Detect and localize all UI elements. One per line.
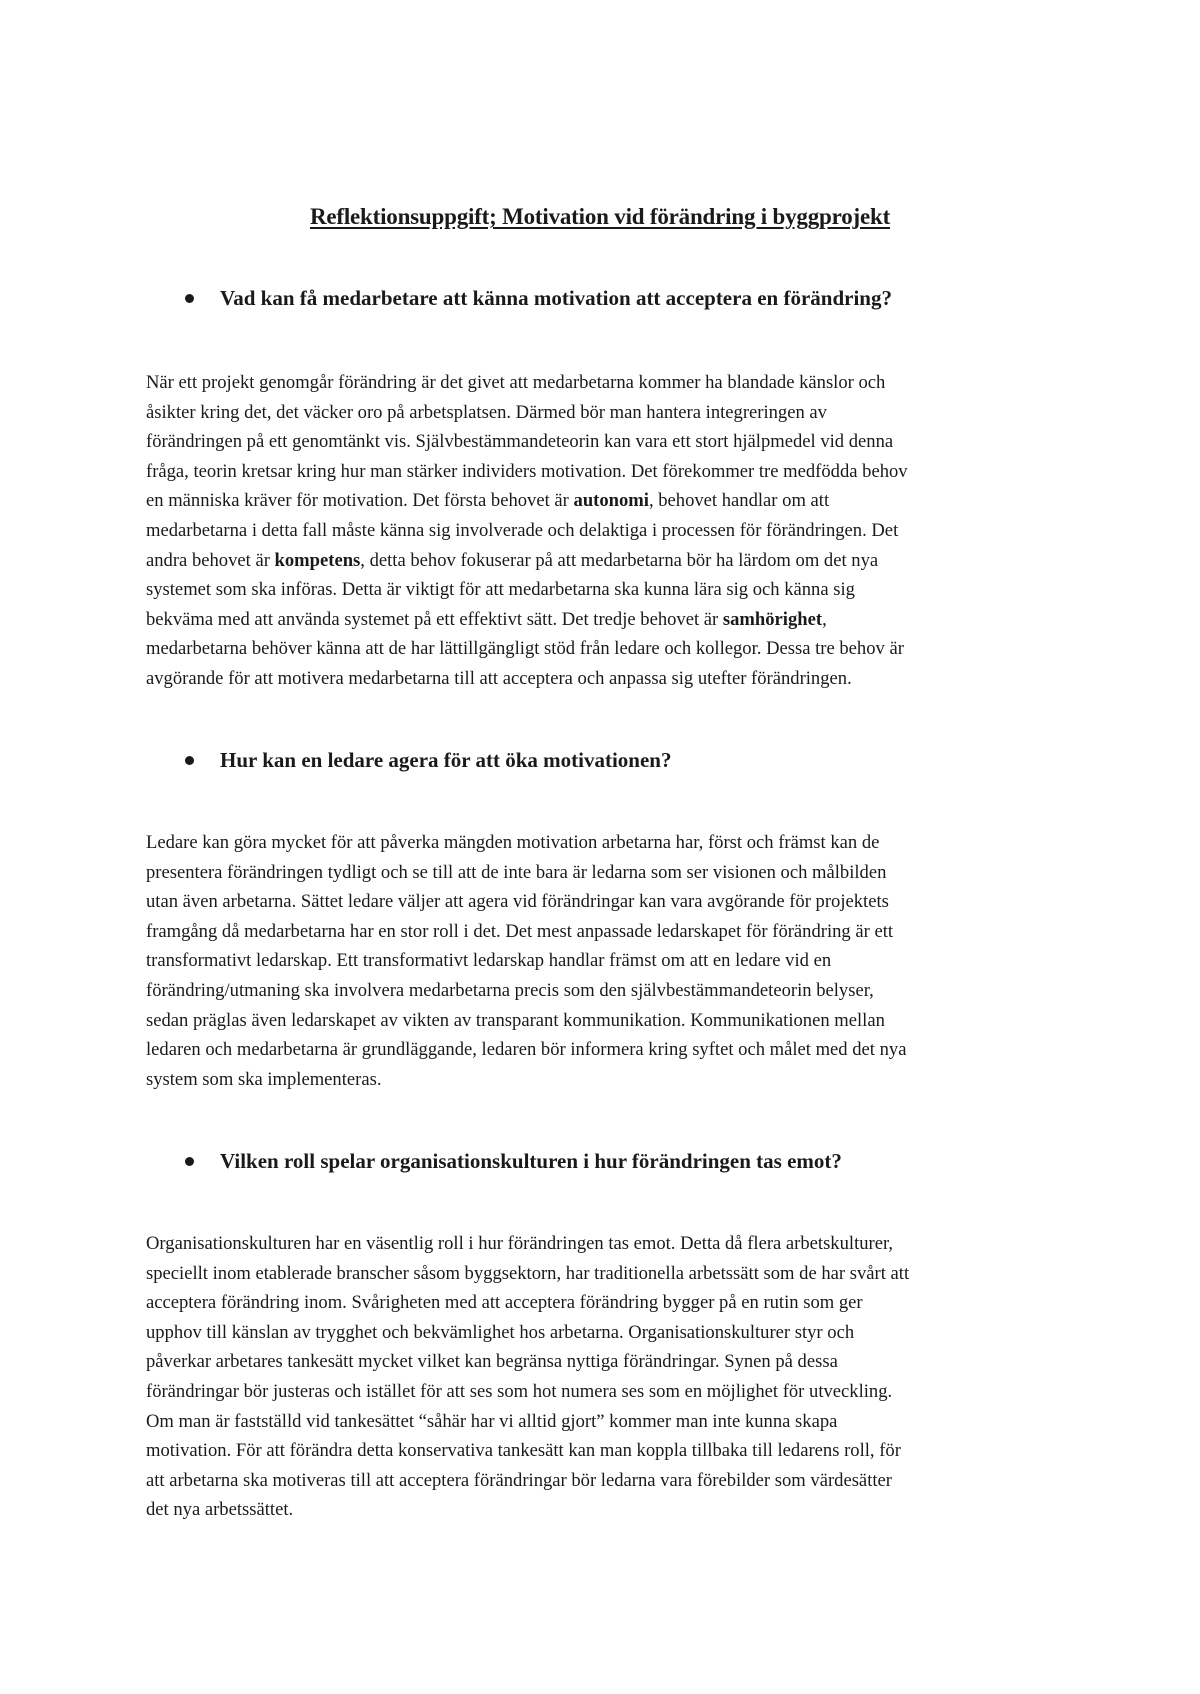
text-run: åsikter kring det, det väcker oro på arbetsplatsen. Därmed bör man hantera integreringen av (146, 401, 827, 423)
paragraph-line (146, 858, 1066, 888)
text-run: förändring/utmaning ska involvera medarbetarna precis som den självbestämmandeteorin belyser, (146, 979, 874, 1001)
paragraph-line (146, 1288, 1066, 1318)
text-run: Om man är fastställd vid tankesättet “såhär har vi alltid gjort” kommer man inte kunna skapa (146, 1410, 838, 1432)
text-run: upphov till känslan av trygghet och bekvämlighet hos arbetarna. Organisationskulturer styr och (146, 1321, 855, 1343)
text-run: Organisationskulturen har en väsentlig roll i hur förändringen tas emot. Detta då flera arbetskulturer, (146, 1233, 894, 1254)
text-run: system som ska implementeras. (146, 1068, 382, 1090)
bold-term: autonomi (573, 490, 649, 512)
paragraph-line (146, 398, 1066, 428)
paragraph-line (146, 1318, 1066, 1348)
paragraph-line (146, 1407, 1066, 1437)
text-run: , detta behov fokuserar på att medarbetarna bör ha lärdom om det nya (360, 549, 879, 571)
text-run: medarbetarna behöver känna att de har lättillgängligt stöd från ledare och kollegor. Dessa tre behov är (146, 638, 904, 660)
paragraph-line (146, 486, 1066, 516)
text-run: transformativt ledarskap. Ett transformativt ledarskap handlar främst om att en ledare vid en (146, 950, 832, 972)
text-run: Ledare kan göra mycket för att påverka mängden motivation arbetarna har, först och främst kan de (146, 832, 880, 853)
text-run: systemet som ska införas. Detta är viktigt för att medarbetarna ska kunna lära sig och känna sig (146, 579, 855, 601)
paragraph-line (146, 1006, 1066, 1036)
paragraph-line (146, 1229, 1066, 1259)
paragraph-line (146, 546, 1066, 576)
answer-paragraph-2 (146, 828, 1066, 1094)
paragraph-line (146, 1347, 1066, 1377)
paragraph-line (146, 605, 1066, 635)
paragraph-line (146, 516, 1066, 546)
paragraph-line (146, 1495, 1066, 1525)
paragraph-line (146, 976, 1066, 1006)
paragraph-line (146, 828, 1066, 858)
text-run: presentera förändringen tydligt och se till att de inte bara är ledarna som ser visionen och målbilden (146, 861, 887, 883)
paragraph-line (146, 1436, 1066, 1466)
bullet-icon (185, 756, 194, 765)
text-run: acceptera förändring inom. Svårigheten med att acceptera förändring bygger på en rutin som ger (146, 1292, 863, 1314)
paragraph-line (146, 946, 1066, 976)
bullet-icon (185, 1157, 194, 1166)
text-run: När ett projekt genomgår förändring är det givet att medarbetarna kommer ha blandade känslor och (146, 372, 886, 393)
paragraph-line (146, 427, 1066, 457)
paragraph-line (146, 917, 1066, 947)
question-text: Vad kan få medarbetare att känna motivation att acceptera en förändring? (220, 286, 892, 310)
text-run: att arbetarna ska motiveras till att acceptera förändringar bör ledarna vara förebilder som värdesätter (146, 1469, 892, 1491)
paragraph-line (146, 634, 1066, 664)
question-heading-3 (185, 1149, 1085, 1174)
text-run: förändringen på ett genomtänkt vis. Självbestämmandeteorin kan vara ett stort hjälpmedel vid denna (146, 431, 894, 453)
text-run: speciellt inom etablerade branscher såsom byggsektorn, har traditionella arbetssätt som de har svårt att (146, 1262, 910, 1284)
paragraph-line (146, 457, 1066, 487)
text-run: ledaren och medarbetarna är grundläggande, ledaren bör informera kring syftet och målet med det nya (146, 1039, 907, 1061)
text-run: , behovet handlar om att (648, 490, 830, 512)
bullet-icon (185, 294, 194, 303)
text-run: sedan präglas även ledarskapet av vikten av transparant kommunikation. Kommunikationen mellan (146, 1009, 885, 1031)
paragraph-line (146, 575, 1066, 605)
paragraph-line (146, 1035, 1066, 1065)
paragraph-line (146, 1259, 1066, 1289)
text-run: , (822, 608, 827, 630)
text-run: andra behovet är (146, 549, 275, 571)
answer-paragraph-3 (146, 1229, 1066, 1525)
answer-paragraph-1 (146, 368, 1066, 694)
question-heading-2 (185, 748, 1085, 773)
text-run: en människa kräver för motivation. Det första behovet är (146, 490, 574, 512)
text-run: utan även arbetarna. Sättet ledare väljer att agera vid förändringar kan vara avgörande för projektets (146, 891, 889, 913)
question-heading-1 (185, 286, 1085, 311)
paragraph-line (146, 1065, 1066, 1095)
text-run: medarbetarna i detta fall måste känna sig involverade och delaktiga i processen för förändringen. Det (146, 519, 899, 541)
text-run: det nya arbetssättet. (146, 1499, 294, 1521)
text-run: framgång då medarbetarna har en stor roll i det. Det mest anpassade ledarskapet för förändring är ett (146, 920, 894, 942)
text-run: avgörande för att motivera medarbetarna till att acceptera och anpassa sig utefter förändringen. (146, 667, 852, 689)
question-text: Vilken roll spelar organisationskulturen i hur förändringen tas emot? (220, 1149, 842, 1173)
text-run: motivation. För att förändra detta konservativa tankesätt kan man koppla tillbaka till ledarens roll, för (146, 1440, 901, 1462)
paragraph-line (146, 1466, 1066, 1496)
text-run: bekväma med att använda systemet på ett effektivt sätt. Det tredje behovet är (146, 608, 723, 630)
text-run: påverkar arbetares tankesätt mycket vilket kan begränsa nyttiga förändringar. Synen på dessa (146, 1351, 838, 1373)
text-run: förändringar bör justeras och istället för att ses som hot numera ses som en möjlighet för utveckling. (146, 1380, 893, 1402)
paragraph-line (146, 887, 1066, 917)
paragraph-line (146, 664, 1066, 694)
question-text: Hur kan en ledare agera för att öka motivationen? (220, 748, 672, 772)
document-title: Reflektionsuppgift; Motivation vid förändring i byggprojekt (309, 204, 891, 229)
text-run: fråga, teorin kretsar kring hur man stärker individers motivation. Det förekommer tre medfödda behov (146, 460, 908, 482)
bold-term: kompetens (274, 549, 361, 571)
bold-term: samhörighet (722, 608, 823, 630)
paragraph-line (146, 1377, 1066, 1407)
paragraph-line (146, 368, 1066, 398)
